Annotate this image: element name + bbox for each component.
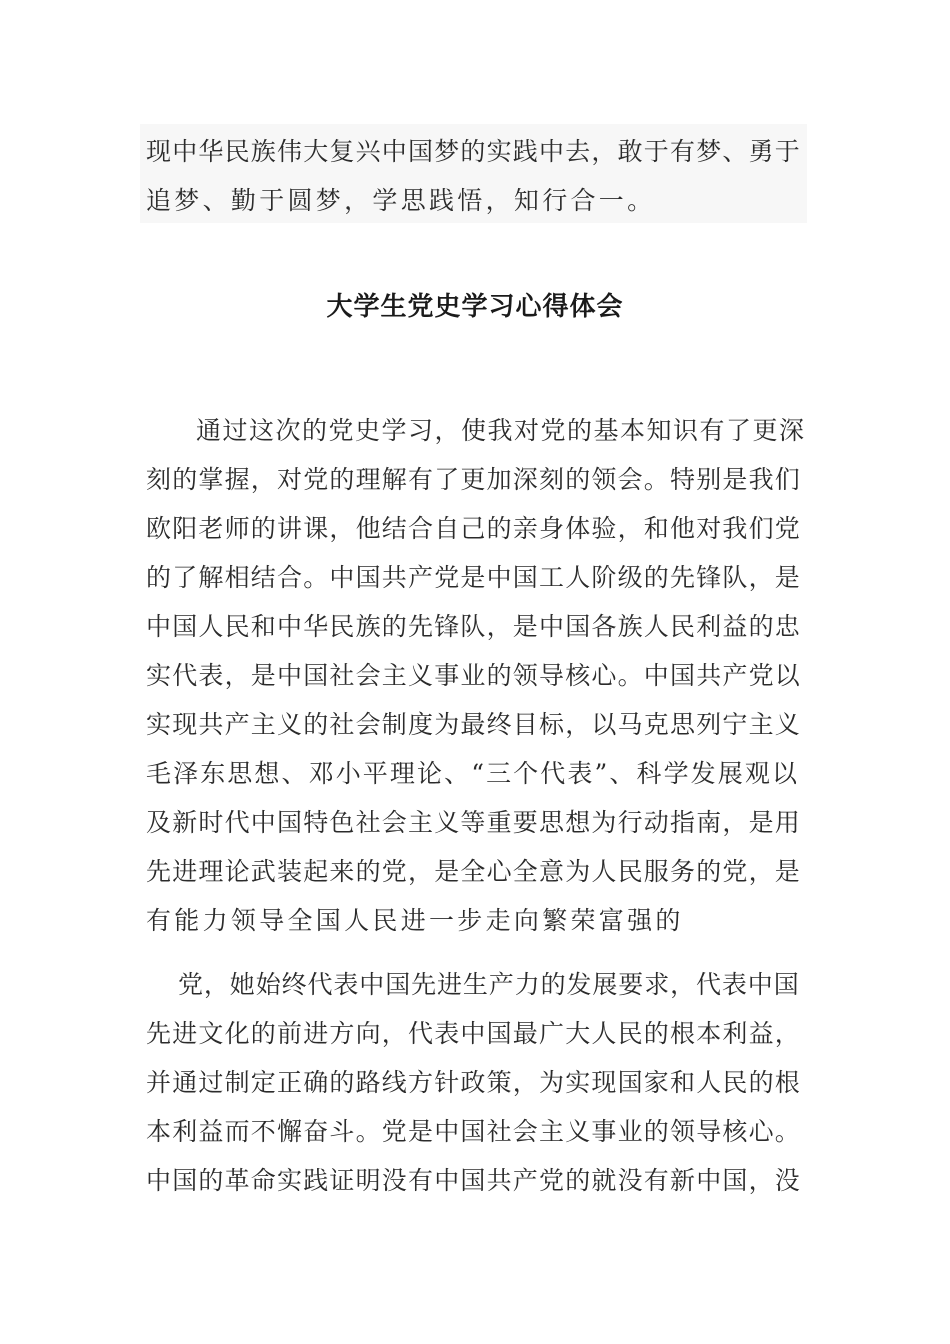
paragraph-line: 实代表，是中国社会主义事业的领导核心。中国共产党以 [146,661,802,690]
paragraph-line: 本利益而不懈奋斗。党是中国社会主义事业的领导核心。 [146,1117,802,1146]
paragraph-line: 毛泽东思想、邓小平理论、“三个代表”、科学发展观以 [146,759,800,788]
carryover-line: 现中华民族伟大复兴中国梦的实践中去，敢于有梦、勇于 [146,137,802,166]
paragraph-line: 及新时代中国特色社会主义等重要思想为行动指南，是用 [146,808,802,837]
paragraph-line: 有能力领导全国人民进一步走向繁荣富强的 [146,906,684,935]
paragraph-line: 实现共产主义的社会制度为最终目标，以马克思列宁主义 [146,710,802,739]
paragraph-line: 并通过制定正确的路线方针政策，为实现国家和人民的根 [146,1068,802,1097]
paragraph-line: 先进理论武装起来的党，是全心全意为人民服务的党，是 [146,857,802,886]
paragraph-line: 党，她始终代表中国先进生产力的发展要求，代表中国 [178,970,800,999]
paragraph-line: 中国人民和中华民族的先锋队，是中国各族人民利益的忠 [146,612,802,641]
paragraph-line: 欧阳老师的讲课，他结合自己的亲身体验，和他对我们党 [146,514,802,543]
article-title: 大学生党史学习心得体会 [326,292,624,322]
paragraph-line: 刻的掌握，对党的理解有了更加深刻的领会。特别是我们 [146,465,802,494]
paragraph-line: 先进文化的前进方向，代表中国最广大人民的根本利益， [146,1019,802,1048]
paragraph-line: 的了解相结合。中国共产党是中国工人阶级的先锋队，是 [146,563,802,592]
paragraph-line: 中国的革命实践证明没有中国共产党的就没有新中国，没 [146,1166,802,1195]
paragraph-line: 通过这次的党史学习，使我对党的基本知识有了更深 [196,416,806,445]
carryover-line: 追梦、勤于圆梦，学思践悟，知行合一。 [146,186,656,215]
